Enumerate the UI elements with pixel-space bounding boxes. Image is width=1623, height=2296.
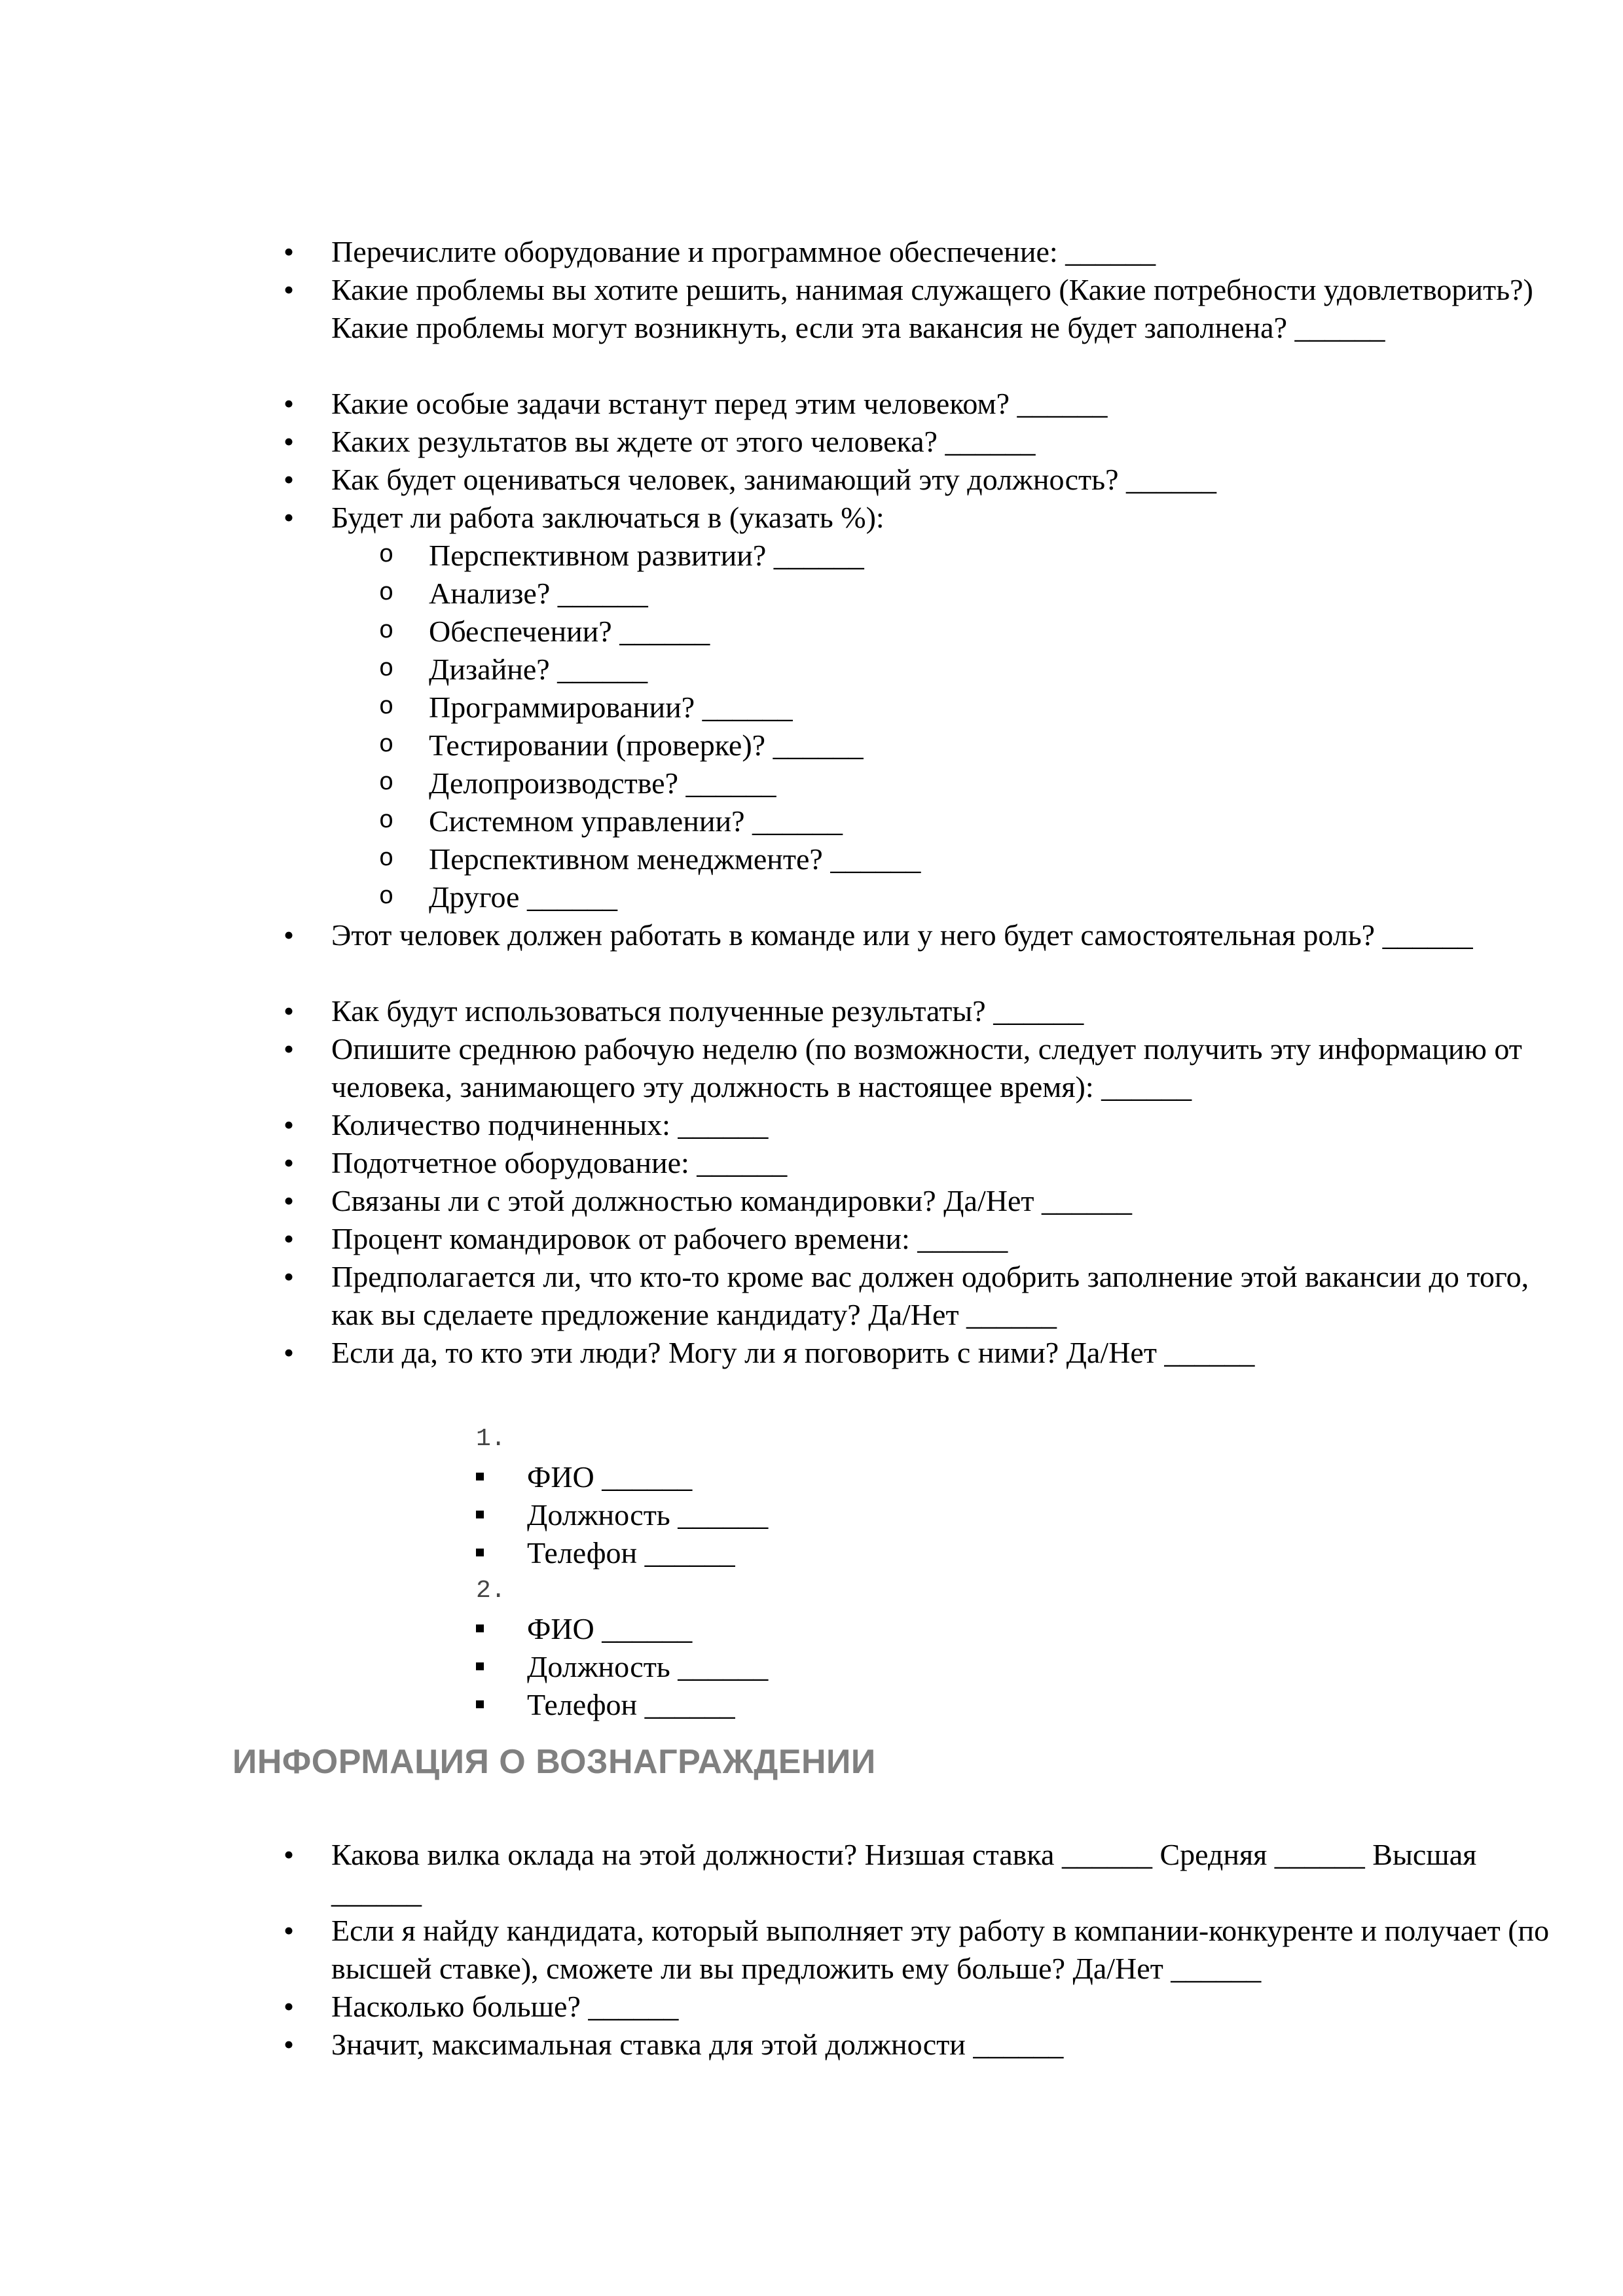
contact-number-label: 2. xyxy=(476,1577,506,1605)
bullet-icon: • xyxy=(283,463,295,496)
contact-number-label: 1. xyxy=(476,1425,506,1453)
sub-list-item-text: Обеспечении? ______ xyxy=(429,615,710,648)
circle-bullet-icon: o xyxy=(378,693,394,721)
bullet-icon: • xyxy=(283,2028,295,2061)
sub-list-item-text: Перспективном менеджменте? ______ xyxy=(429,842,921,876)
list-item-text: Если да, то кто эти люди? Могу ли я поговорить с ними? Да/Нет ______ xyxy=(331,1336,1255,1369)
bullet-icon: • xyxy=(283,1184,295,1217)
contact-field-text: Телефон ______ xyxy=(527,1536,735,1570)
section-heading: ИНФОРМАЦИЯ О ВОЗНАГРАЖДЕНИИ xyxy=(232,1743,876,1781)
circle-bullet-icon: o xyxy=(378,541,394,569)
sub-list-item-text: Дизайне? ______ xyxy=(429,653,648,686)
bullet-icon: • xyxy=(283,1222,295,1255)
bullet-icon: • xyxy=(283,918,295,952)
list-item-text: Значит, максимальная ставка для этой должности ______ xyxy=(331,2028,1064,2061)
sub-list-item-text: Делопроизводстве? ______ xyxy=(429,766,776,800)
bullet-icon: • xyxy=(283,273,295,306)
bullet-icon: • xyxy=(283,1838,295,1871)
circle-bullet-icon: o xyxy=(378,579,394,607)
bullet-icon: • xyxy=(283,994,295,1028)
list-item-text: Предполагается ли, что кто-то кроме вас должен одобрить заполнение этой вакансии до того, как вы сделаете предложение кандидату? Да/Нет ______ xyxy=(331,1260,1537,1331)
square-bullet-icon xyxy=(476,1549,484,1556)
list-item-text: Перечислите оборудование и программное обеспечение: ______ xyxy=(331,235,1156,268)
bullet-icon: • xyxy=(283,1336,295,1369)
bullet-icon: • xyxy=(283,387,295,420)
list-item-text: Какие особые задачи встанут перед этим человеком? ______ xyxy=(331,387,1108,420)
circle-bullet-icon: o xyxy=(378,731,394,759)
square-bullet-icon xyxy=(476,1700,484,1708)
bullet-icon: • xyxy=(283,1260,295,1293)
contact-field-text: ФИО ______ xyxy=(527,1612,693,1645)
square-bullet-icon xyxy=(476,1662,484,1670)
bullet-icon: • xyxy=(283,425,295,458)
square-bullet-icon xyxy=(476,1511,484,1518)
circle-bullet-icon: o xyxy=(378,845,394,873)
square-bullet-icon xyxy=(476,1624,484,1632)
list-item-text: Если я найду кандидата, который выполняет эту работу в компании-конкуренте и получает (по высшей ставке), сможете ли вы предложить ему больше? Да/Нет ______ xyxy=(331,1914,1557,1985)
list-item-text: Как будет оцениваться человек, занимающий эту должность? ______ xyxy=(331,463,1217,496)
bullet-icon: • xyxy=(283,1108,295,1141)
sub-list-item-text: Системном управлении? ______ xyxy=(429,804,843,838)
list-item-text: Как будут использоваться полученные результаты? ______ xyxy=(331,994,1084,1028)
bullet-icon: • xyxy=(283,1032,295,1066)
bullet-icon: • xyxy=(283,501,295,534)
list-item-text: Какова вилка оклада на этой должности? Низшая ставка ______ Средняя ______ Высшая ______ xyxy=(331,1838,1484,1909)
list-item-text: Связаны ли с этой должностью командировки? Да/Нет ______ xyxy=(331,1184,1132,1217)
contact-field-text: Телефон ______ xyxy=(527,1688,735,1721)
list-item-text: Процент командировок от рабочего времени: ______ xyxy=(331,1222,1008,1255)
circle-bullet-icon: o xyxy=(378,807,394,835)
contact-field-text: Должность ______ xyxy=(527,1650,769,1683)
list-item-text: Насколько больше? ______ xyxy=(331,1990,679,2023)
circle-bullet-icon: o xyxy=(378,883,394,911)
sub-list-item-text: Перспективном развитии? ______ xyxy=(429,539,864,572)
sub-list-item-text: Тестировании (проверке)? ______ xyxy=(429,728,864,762)
list-item-text: Каких результатов вы ждете от этого человека? ______ xyxy=(331,425,1036,458)
square-bullet-icon xyxy=(476,1473,484,1480)
list-item-text: Будет ли работа заключаться в (указать %): xyxy=(331,501,884,534)
contact-field-text: Должность ______ xyxy=(527,1498,769,1532)
bullet-icon: • xyxy=(283,1146,295,1179)
list-item-text: Подотчетное оборудование: ______ xyxy=(331,1146,788,1179)
list-item-text: Какие проблемы вы хотите решить, нанимая служащего (Какие потребности удовлетворить?) Какие проблемы могут возникнуть, если эта вакансия не будет заполнена? ______ xyxy=(331,273,1541,344)
list-item-text: Количество подчиненных: ______ xyxy=(331,1108,769,1141)
list-item-text: Опишите среднюю рабочую неделю (по возможности, следует получить эту информацию от человека, занимающего эту должность в настоящее время): ______ xyxy=(331,1032,1530,1103)
bullet-icon: • xyxy=(283,1914,295,1947)
list-item-text: Этот человек должен работать в команде или у него будет самостоятельная роль? ______ xyxy=(331,918,1473,952)
circle-bullet-icon: o xyxy=(378,617,394,645)
sub-list-item-text: Другое ______ xyxy=(429,880,617,914)
sub-list-item-text: Анализе? ______ xyxy=(429,577,648,610)
sub-list-item-text: Программировании? ______ xyxy=(429,691,793,724)
bullet-icon: • xyxy=(283,235,295,268)
circle-bullet-icon: o xyxy=(378,655,394,683)
contact-field-text: ФИО ______ xyxy=(527,1460,693,1494)
bullet-icon: • xyxy=(283,1990,295,2023)
circle-bullet-icon: o xyxy=(378,769,394,797)
